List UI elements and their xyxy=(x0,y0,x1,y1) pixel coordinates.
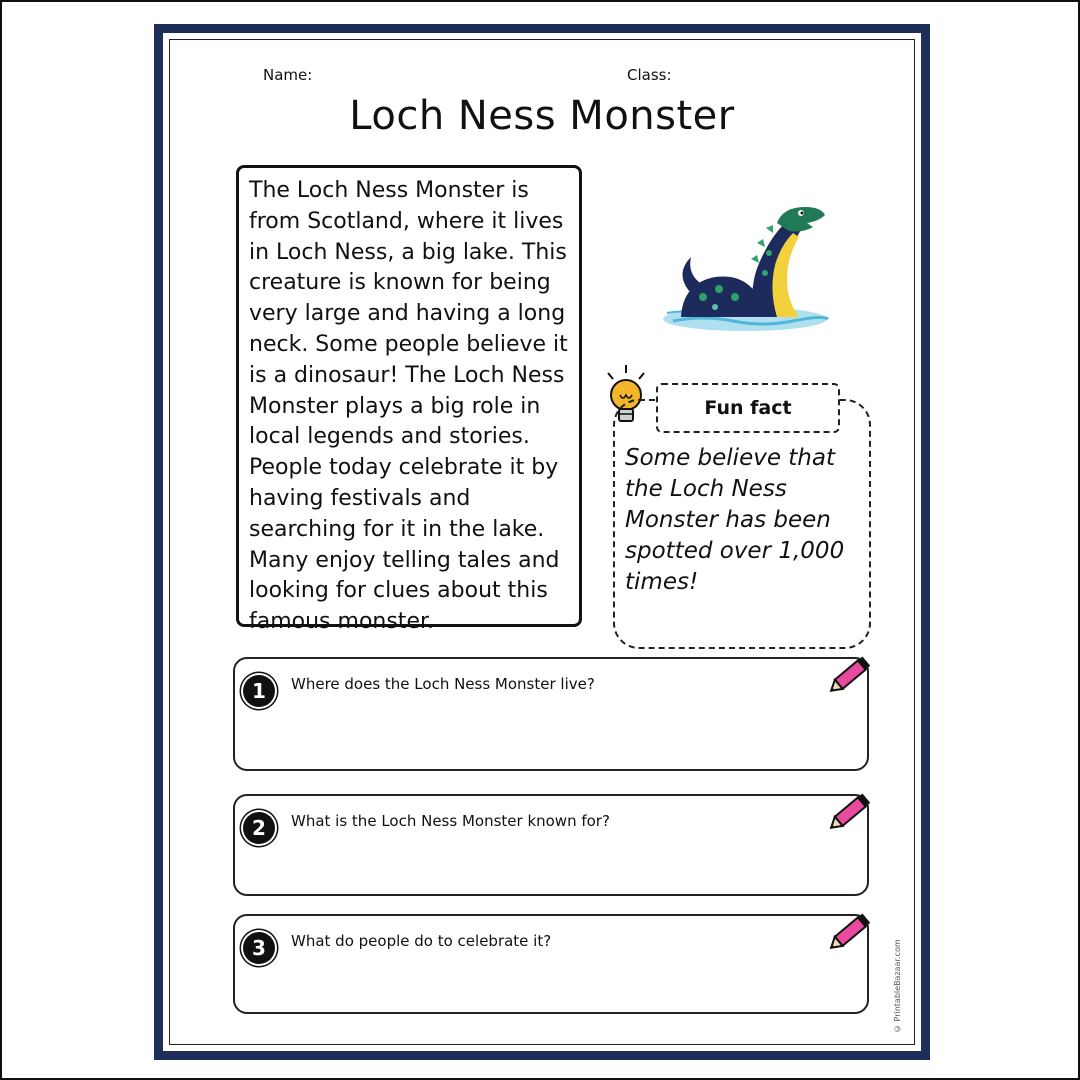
question-text: Where does the Loch Ness Monster live? xyxy=(291,675,595,693)
pencil-icon xyxy=(823,649,879,699)
question-box[interactable] xyxy=(233,914,869,1014)
question-box[interactable] xyxy=(233,657,869,771)
loch-ness-monster-illustration xyxy=(653,193,833,343)
pencil-icon xyxy=(823,906,879,956)
question-number-badge: 2 xyxy=(243,812,275,844)
question-number-badge: 3 xyxy=(243,932,275,964)
fun-fact-label: Fun fact xyxy=(656,383,840,433)
pencil-icon xyxy=(823,786,879,836)
name-label: Name: xyxy=(263,66,313,84)
page-title: Loch Ness Monster xyxy=(349,93,735,139)
watermark: © PrintableBazaar.com xyxy=(893,939,902,1033)
worksheet xyxy=(154,24,930,1060)
class-label: Class: xyxy=(627,66,672,84)
fun-fact-text: Some believe that the Loch Ness Monster has been spotted over 1,000 times! xyxy=(625,445,845,595)
question-number-badge: 1 xyxy=(243,675,275,707)
story-text: The Loch Ness Monster is from Scotland, where it lives in Loch Ness, a big lake. This creature is known for being very large and having a long neck. Some people believe it is a dinosaur! The Loch Ness Monster plays a big role in local legends and stories. People today celebrate it by having festivals and searching for it in the lake. Many enjoy telling tales and looking for clues about this famous monster. xyxy=(236,165,582,627)
question-box[interactable] xyxy=(233,794,869,896)
question-text: What do people do to celebrate it? xyxy=(291,932,552,950)
question-text: What is the Loch Ness Monster known for? xyxy=(291,812,610,830)
